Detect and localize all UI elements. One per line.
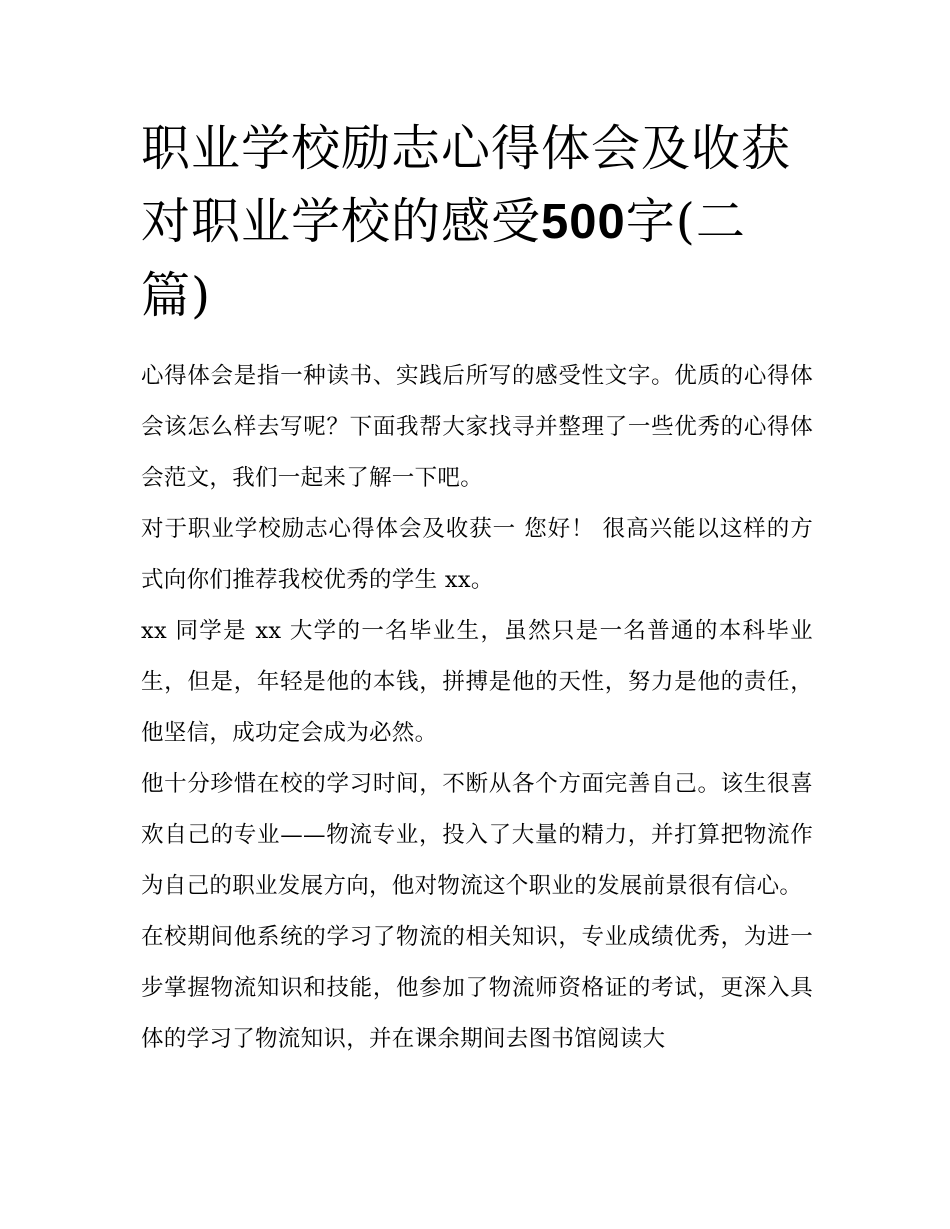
paragraph-study: 他十分珍惜在校的学习时间，不断从各个方面完善自己。该生很喜欢自己的专业——物流专业，投入了大量的精力，并打算把物流作为自己的职业发展方向，他对物流这个职业的发展前景很有信心。 <box>141 771 813 899</box>
title-text-part2: 字(二篇) <box>141 193 746 324</box>
paragraph-student-intro: xx 同学是 xx 大学的一名毕业生，虽然只是一名普通的本科毕业生，但是，年轻是他的本钱，拼搏是他的天性，努力是他的责任，他坚信，成功定会成为必然。 <box>141 618 813 746</box>
paragraph-knowledge: 在校期间他系统的学习了物流的相关知识，专业成绩优秀，为进一步掌握物流知识和技能，他参加了物流师资格证的考试，更深入具体的学习了物流知识，并在课余期间去图书馆阅读大 <box>141 924 813 1052</box>
paragraph-intro: 心得体会是指一种读书、实践后所写的感受性文字。优质的心得体会该怎么样去写呢？下面我帮大家找寻并整理了一些优秀的心得体会范文，我们一起来了解一下吧。 <box>141 363 813 491</box>
document-title <box>141 112 813 332</box>
title-text-part1: 职业学校励志心得体会及收获对职业学校的感受 <box>141 120 792 250</box>
paragraph-greeting: 对于职业学校励志心得体会及收获一 您好！ 很高兴能以这样的方式向你们推荐我校优秀的学生 xx。 <box>141 516 813 593</box>
title-number: 500 <box>541 195 626 249</box>
body-text <box>141 351 813 1065</box>
document-content <box>141 112 813 1065</box>
